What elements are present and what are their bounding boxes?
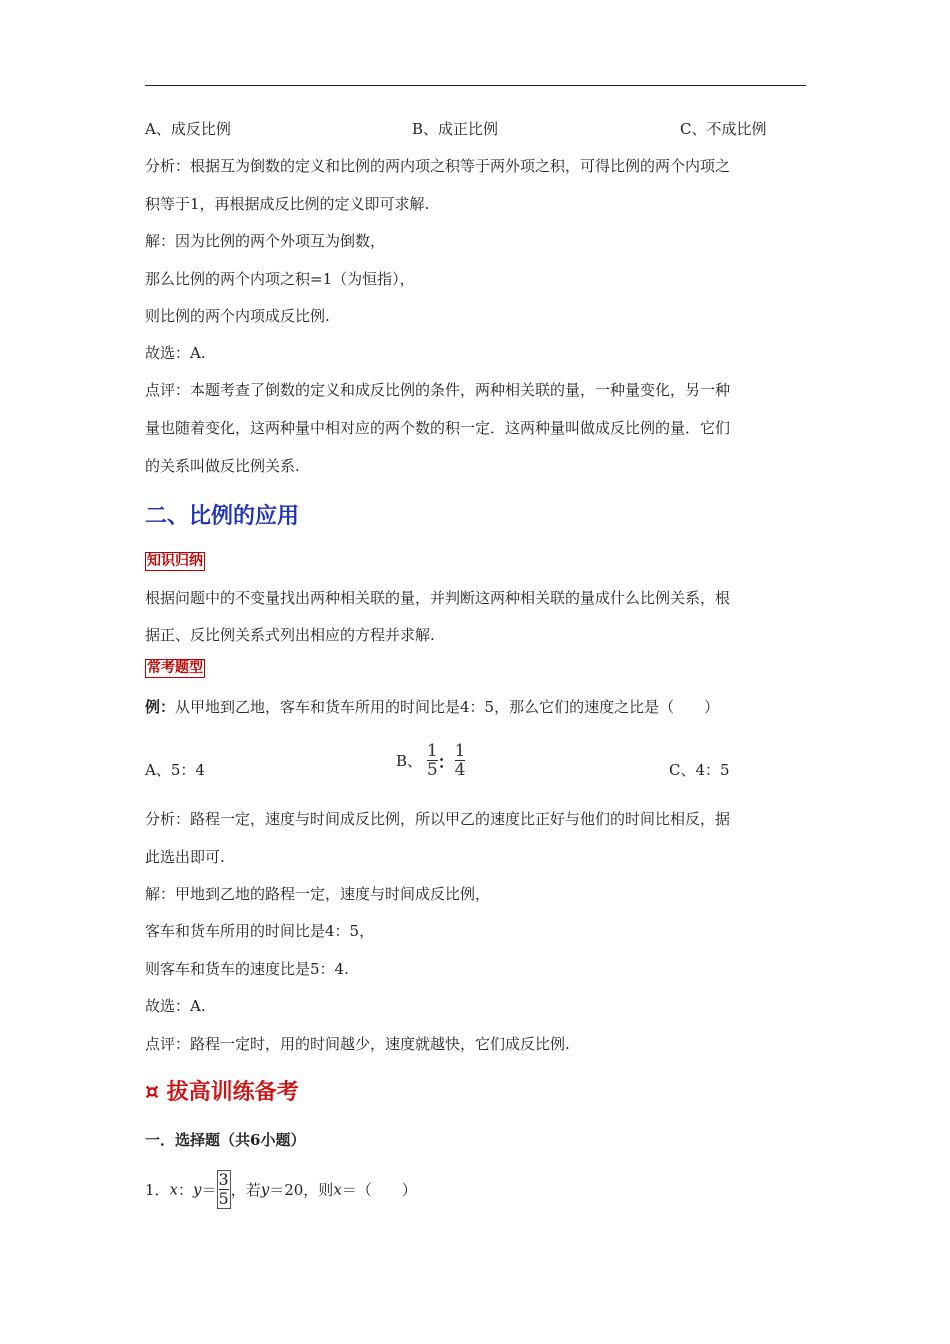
example-text: 从甲地到乙地，客车和货车所用的时间比是4：5，那么它们的速度之比是（ ） xyxy=(175,698,720,716)
comment-line-2: 量也随着变化，这两种量中相对应的两个数的积一定．这两种量叫做成反比例的量．它们 xyxy=(145,419,731,437)
knowledge-line-1: 根据问题中的不变量找出两种相关联的量，并判断这两种相关联的量成什么比例关系，根 xyxy=(145,589,731,607)
example-label: 例： xyxy=(145,698,176,716)
example-option-b xyxy=(396,742,465,779)
option-a: A、成反比例 xyxy=(145,120,231,138)
example-solution-line-1: 解：甲地到乙地的路程一定，速度与时间成反比例， xyxy=(145,885,491,903)
answer: 故选：A. xyxy=(145,344,206,362)
solution-line-2: 那么比例的两个内项之积=1（为恒指）， xyxy=(145,270,415,288)
comment-line-3: 的关系叫做反比例关系. xyxy=(145,457,300,475)
subsection-title-multiple-choice: 一．选择题（共6小题） xyxy=(145,1131,306,1149)
section-title-applications: 二、比例的应用 xyxy=(145,504,300,529)
option-b-prefix: B、 xyxy=(396,752,423,770)
fraction-denominator: 5 xyxy=(218,1189,229,1208)
answer-blank: ＝（ ） xyxy=(341,1181,417,1199)
example-option-a: A、5：4 xyxy=(145,761,205,779)
question-number: 1． xyxy=(145,1181,170,1199)
fraction-one-fourth xyxy=(455,742,466,779)
example-analysis-line-1: 分析：路程一定，速度与时间成反比例，所以甲乙的速度比正好与他们的时间比相反，据 xyxy=(145,810,731,828)
example-answer: 故选：A. xyxy=(145,997,206,1015)
fraction-numerator: 1 xyxy=(454,741,466,761)
example-solution-line-2: 客车和货车所用的时间比是4：5， xyxy=(145,922,375,940)
fraction-denominator: 4 xyxy=(454,760,466,780)
analysis-line-1: 分析：根据互为倒数的定义和比例的两内项之积等于两外项之积，可得比例的两个内项之 xyxy=(145,157,731,175)
example-option-c: C、4：5 xyxy=(669,761,730,779)
fraction-one-fifth xyxy=(427,742,438,779)
example-comment: 点评：路程一定时，用的时间越少，速度就越快，它们成反比例. xyxy=(145,1035,570,1053)
example-question xyxy=(145,697,719,717)
example-solution-line-3: 则客车和货车的速度比是5：4. xyxy=(145,960,349,978)
solution-line-1: 解：因为比例的两个外项互为倒数， xyxy=(145,232,386,250)
var-y-2: y xyxy=(260,1180,270,1199)
header-rule xyxy=(145,85,806,86)
ratio-colon: ： xyxy=(437,753,455,773)
var-x: x xyxy=(169,1180,179,1199)
var-y: y xyxy=(193,1180,202,1199)
option-c: C、不成比例 xyxy=(680,120,767,138)
example-analysis-line-2: 此选出即可. xyxy=(145,848,225,866)
fraction-three-fifths xyxy=(217,1170,231,1209)
fraction-numerator: 1 xyxy=(426,741,438,761)
question-1 xyxy=(145,1170,417,1209)
value-text: ＝20，则 xyxy=(269,1181,334,1199)
fraction-numerator: 3 xyxy=(218,1170,229,1189)
tag-knowledge-summary: 知识归纳 xyxy=(147,553,203,569)
option-b: B、成正比例 xyxy=(412,120,499,138)
condition-text: ，若 xyxy=(230,1181,261,1199)
fraction-denominator: 5 xyxy=(426,760,438,780)
tag-common-questions: 常考题型 xyxy=(147,660,203,676)
analysis-line-2: 积等于1，再根据成反比例的定义即可求解. xyxy=(145,195,430,213)
solution-line-3: 则比例的两个内项成反比例. xyxy=(145,307,330,325)
section-title-advanced-training: ¤ 拔高训练备考 xyxy=(145,1080,299,1105)
equals: ＝ xyxy=(201,1181,217,1199)
var-x-2: x xyxy=(333,1180,342,1199)
colon: ： xyxy=(178,1181,194,1199)
comment-line-1: 点评：本题考查了倒数的定义和成反比例的条件，两种相关联的量，一种量变化，另一种 xyxy=(145,381,731,399)
knowledge-line-2: 据正、反比例关系式列出相应的方程并求解. xyxy=(145,626,435,644)
